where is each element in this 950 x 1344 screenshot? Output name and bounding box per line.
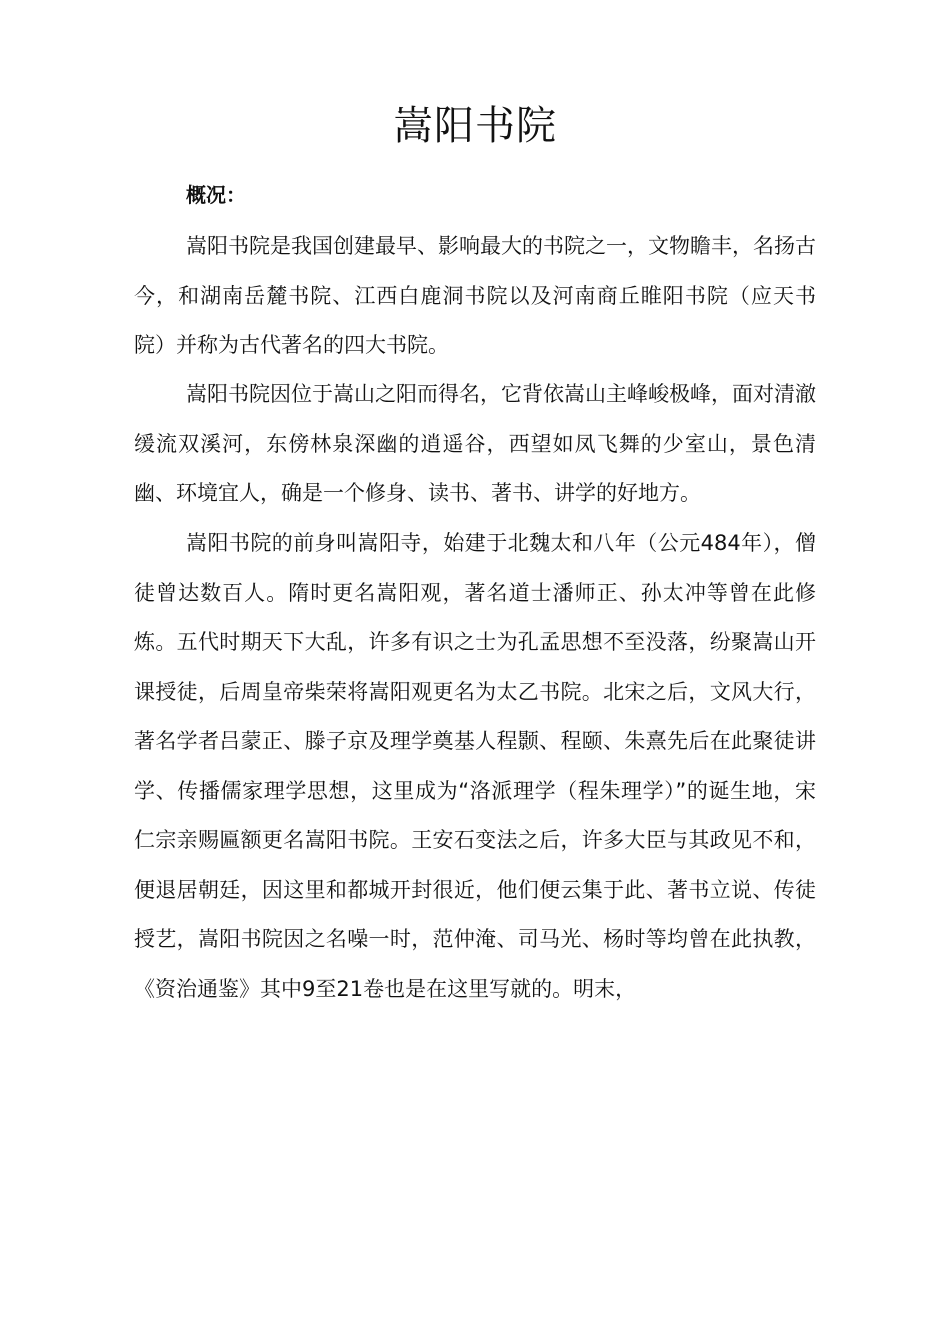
page-title: 嵩阳书院 bbox=[393, 103, 557, 149]
paragraph-intro: 嵩阳书院是我国创建最早、影响最大的书院之一，文物瞻丰，名扬古今，和湖南岳麓书院、江西白鹿洞书院以及河南商丘睢阳书院（应天书院）并称为古代著名的四大书院。 bbox=[134, 234, 816, 357]
paragraph-location: 嵩阳书院因位于嵩山之阳而得名，它背依嵩山主峰峻极峰，面对清澈缓流双溪河，东傍林泉深幽的逍遥谷，西望如凤飞舞的少室山，景色清幽、环境宜人，确是一个修身、读书、著书、讲学的好地方。 bbox=[134, 382, 816, 505]
section-heading-overview: 概况： bbox=[186, 183, 246, 207]
paragraph-history: 嵩阳书院的前身叫嵩阳寺，始建于北魏太和八年（公元484年），僧徒曾达数百人。隋时更名嵩阳观，著名道士潘师正、孙太冲等曾在此修炼。五代时期天下大乱，许多有识之士为孔孟思想不至没落，纷聚嵩山开课授徒，后周皇帝柴荣将嵩阳观更名为太乙书院。北宋之后，文风大行，著名学者吕蒙正、滕子京及理学奠基人程颢、程颐、朱熹先后在此聚徒讲学、传播儒家理学思想，这里成为“洛派理学（程朱理学）”的诞生地，宋仁宗亲赐匾额更名嵩阳书院。王安石变法之后，许多大臣与其政见不和，便退居朝廷，因这里和都城开封很近，他们便云集于此、著书立说、传徒授艺，嵩阳书院因之名噪一时，范仲淹、司马光、杨时等均曾在此执教，《资治通鉴》其中9至21卷也是在这里写就的。明末， bbox=[134, 531, 816, 1001]
